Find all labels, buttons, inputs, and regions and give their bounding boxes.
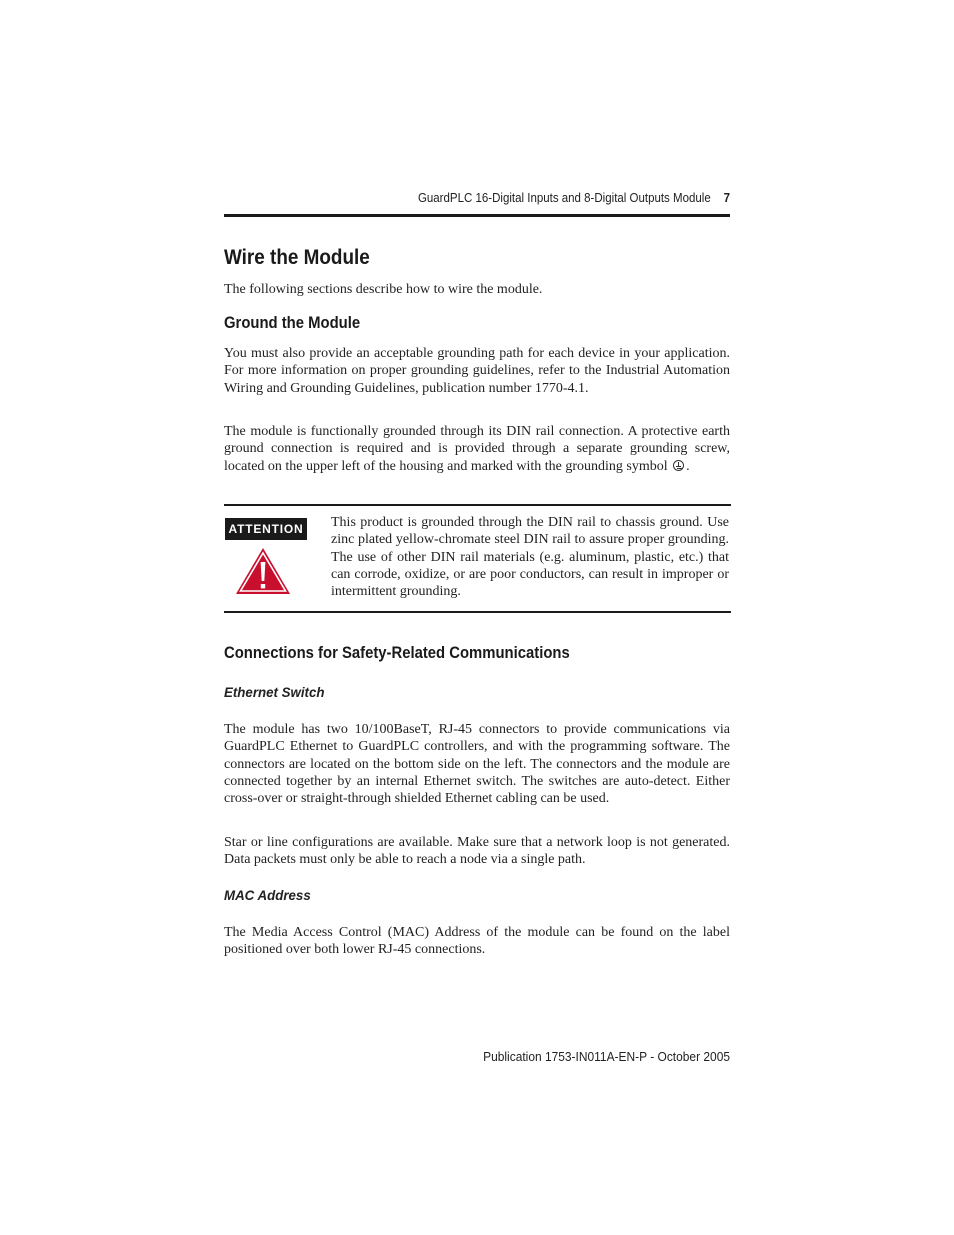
section-title: Wire the Module: [224, 246, 370, 269]
connections-heading: Connections for Safety-Related Communications: [224, 644, 570, 662]
running-title: GuardPLC 16-Digital Inputs and 8-Digital Outputs Module: [417, 191, 711, 205]
mac-heading: MAC Address: [224, 887, 311, 903]
ground-paragraph-2-text: The module is functionally grounded through its DIN rail connection. A protective earth ground connection is required and is provided through a separate grounding screw, located on the upper left of the housing and marked with the grounding symbol: [224, 424, 730, 474]
ethernet-paragraph-1: The module has two 10/100BaseT, RJ-45 connectors to provide communications via GuardPLC Ethernet to GuardPLC controllers, and with the programming software. The connectors are located on the bottom side on the left. The connectors and the module are connected together by an internal Ethernet switch. The switches are auto-detect. Either cross-over or straight-through shielded Ethernet cabling can be used.: [224, 722, 730, 807]
attention-text: This product is grounded through the DIN rail to chassis ground. Use zinc plated yellow-chromate steel DIN rail to assure proper grounding. The use of other DIN rail materials (e.g. aluminum, plastic, etc.) that can corrode, oxidize, or are poor conductors, can result in improper or intermittent grounding.: [331, 515, 729, 600]
section-intro: The following sections describe how to wire the module.: [224, 282, 543, 297]
footer-publication: Publication 1753-IN011A-EN-P - October 2005: [483, 1049, 730, 1064]
ground-paragraph-1: You must also provide an acceptable grounding path for each device in your application. For more information on proper grounding guidelines, refer to the Industrial Automation Wiring and Grounding Guidelines, publication number 1770-4.1.: [224, 346, 730, 396]
attention-bottom-rule: [224, 611, 731, 613]
mac-paragraph: The Media Access Control (MAC) Address of the module can be found on the label positioned over both lower RJ-45 connections.: [224, 925, 730, 958]
ethernet-heading: Ethernet Switch: [224, 684, 325, 700]
running-header: [264, 191, 730, 205]
attention-badge: ATTENTION: [225, 518, 307, 540]
ethernet-paragraph-2: Star or line configurations are available. Make sure that a network loop is not generated. Data packets must only be able to reach a node via a single path.: [224, 835, 730, 868]
ground-paragraph-2-end: .: [686, 458, 690, 474]
ground-heading: Ground the Module: [224, 314, 361, 332]
header-rule: [224, 214, 730, 217]
page-number: 7: [723, 191, 730, 205]
warning-triangle-icon: [235, 547, 291, 595]
ground-paragraph-2: [224, 423, 730, 475]
ground-symbol-icon: [673, 460, 684, 471]
attention-top-rule: [224, 504, 731, 506]
